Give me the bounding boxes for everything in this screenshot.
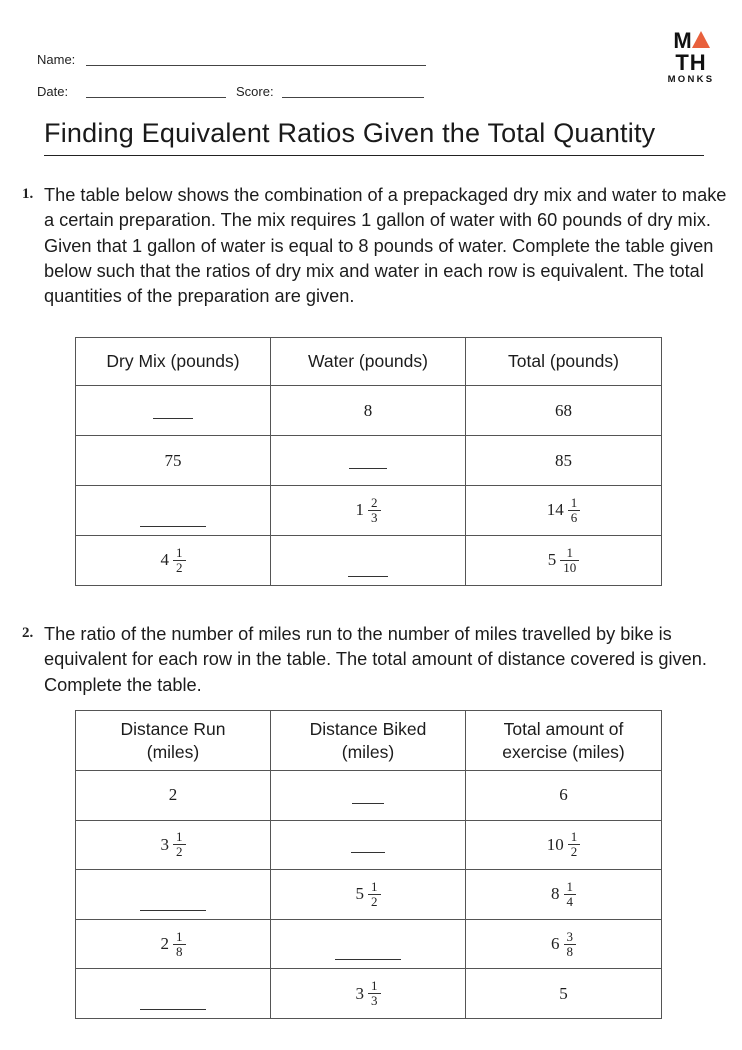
table-cell bbox=[466, 870, 662, 920]
cell-value: 8 bbox=[363, 400, 373, 420]
whole-part: 2 bbox=[160, 934, 169, 954]
table-row bbox=[76, 386, 662, 436]
fraction bbox=[568, 830, 581, 859]
table-row bbox=[76, 771, 662, 821]
score-field[interactable] bbox=[282, 97, 424, 98]
answer-blank[interactable] bbox=[140, 526, 206, 527]
table-cell[interactable] bbox=[76, 969, 271, 1019]
dry-mix-table bbox=[75, 337, 662, 586]
mixed-number bbox=[355, 878, 381, 909]
name-label: Name: bbox=[37, 52, 76, 67]
column-header: Distance Run (miles) bbox=[76, 711, 271, 771]
numerator: 1 bbox=[368, 979, 381, 994]
answer-blank[interactable] bbox=[351, 852, 385, 853]
fraction bbox=[368, 880, 381, 909]
table-cell bbox=[76, 436, 271, 486]
triangle-icon bbox=[692, 31, 710, 48]
question-1-text: The table below shows the combination of a prepackaged dry mix and water to make a certain preparation. The mix requires 1 gallon of water with 60 pounds of dry mix. Given that 1 gallon of water is equal to 8 pounds of water. Complete the table given below such that the ratios of dry mix and water in each row is equivalent. The total quantities of the preparation are given. bbox=[44, 185, 727, 307]
score-label: Score: bbox=[236, 84, 274, 99]
table-cell[interactable] bbox=[271, 919, 466, 969]
whole-part: 8 bbox=[551, 884, 560, 904]
cell-value: 75 bbox=[164, 450, 182, 470]
denominator: 6 bbox=[570, 510, 578, 525]
logo-monks: MONKS bbox=[667, 74, 715, 85]
math-monks-logo bbox=[658, 30, 724, 85]
answer-blank[interactable] bbox=[348, 576, 388, 577]
mixed-number bbox=[546, 829, 581, 860]
table-row bbox=[76, 969, 662, 1019]
table-cell bbox=[76, 820, 271, 870]
whole-part: 10 bbox=[546, 834, 564, 854]
fraction bbox=[173, 930, 186, 959]
cell-value: 5 bbox=[559, 983, 568, 1003]
table-cell bbox=[466, 536, 662, 586]
denominator: 4 bbox=[566, 893, 573, 909]
table-cell[interactable] bbox=[271, 820, 466, 870]
table-row bbox=[76, 820, 662, 870]
table-cell bbox=[76, 771, 271, 821]
answer-blank[interactable] bbox=[349, 468, 387, 469]
logo-m: M bbox=[673, 28, 693, 53]
question-2-number: 2. bbox=[22, 625, 34, 641]
table-cell bbox=[76, 536, 271, 586]
mixed-number bbox=[355, 978, 381, 1009]
cell-value: 6 bbox=[559, 785, 568, 805]
whole-part: 3 bbox=[160, 834, 169, 854]
whole-part: 6 bbox=[551, 934, 560, 954]
denominator: 3 bbox=[371, 510, 378, 525]
denominator: 8 bbox=[566, 943, 573, 959]
question-2-text: The ratio of the number of miles run to the number of miles travelled by bike is equivalent for each row in the table. The total amount of distance covered is given. Complete the table. bbox=[44, 624, 707, 695]
table-cell bbox=[271, 486, 466, 536]
column-header: Total (pounds) bbox=[466, 338, 662, 386]
whole-part: 3 bbox=[355, 983, 364, 1003]
whole-part: 5 bbox=[547, 550, 557, 570]
table-cell bbox=[466, 919, 662, 969]
fraction bbox=[564, 930, 577, 959]
table-cell[interactable] bbox=[271, 536, 466, 586]
whole-part: 5 bbox=[355, 884, 364, 904]
whole-part: 4 bbox=[160, 550, 169, 570]
mixed-number bbox=[355, 495, 381, 525]
answer-blank[interactable] bbox=[335, 959, 401, 960]
numerator: 1 bbox=[560, 546, 579, 561]
table-row bbox=[76, 536, 662, 586]
question-1-number: 1. bbox=[22, 186, 34, 202]
mixed-number bbox=[160, 829, 186, 860]
numerator: 1 bbox=[173, 830, 186, 845]
fraction bbox=[564, 880, 577, 909]
numerator: 1 bbox=[173, 930, 186, 945]
numerator: 1 bbox=[368, 880, 381, 895]
table-cell bbox=[466, 486, 662, 536]
date-field[interactable] bbox=[86, 97, 226, 98]
denominator: 2 bbox=[176, 560, 183, 575]
column-header: Water (pounds) bbox=[271, 338, 466, 386]
table-cell bbox=[466, 386, 662, 436]
table-cell[interactable] bbox=[76, 386, 271, 436]
mixed-number bbox=[160, 928, 186, 959]
cell-value: 68 bbox=[555, 400, 572, 420]
denominator: 2 bbox=[570, 844, 578, 860]
column-header: Dry Mix (pounds) bbox=[76, 338, 271, 386]
date-label: Date: bbox=[37, 84, 69, 99]
mixed-number bbox=[160, 545, 186, 575]
table-cell bbox=[271, 969, 466, 1019]
title-underline bbox=[44, 155, 704, 156]
table-cell[interactable] bbox=[271, 436, 466, 486]
numerator: 1 bbox=[173, 546, 186, 561]
cell-value: 85 bbox=[555, 450, 572, 470]
denominator: 3 bbox=[371, 993, 378, 1009]
name-field[interactable] bbox=[86, 65, 426, 66]
fraction bbox=[173, 830, 186, 859]
table-header-row bbox=[76, 711, 662, 771]
denominator: 2 bbox=[371, 893, 378, 909]
whole-part: 14 bbox=[546, 500, 564, 520]
denominator: 10 bbox=[563, 560, 577, 575]
logo-th: TH bbox=[675, 50, 707, 75]
fraction bbox=[368, 979, 381, 1008]
table-row bbox=[76, 436, 662, 486]
fraction bbox=[368, 496, 381, 525]
page-title: Finding Equivalent Ratios Given the Total Quantity bbox=[44, 118, 656, 148]
answer-blank[interactable] bbox=[352, 803, 384, 804]
table-cell bbox=[466, 969, 662, 1019]
table-row bbox=[76, 919, 662, 969]
column-header: Total amount of exercise (miles) bbox=[466, 711, 662, 771]
fraction bbox=[568, 496, 581, 525]
whole-part: 1 bbox=[355, 500, 364, 520]
table-row bbox=[76, 486, 662, 536]
numerator: 1 bbox=[568, 496, 581, 511]
table-cell[interactable] bbox=[76, 870, 271, 920]
numerator: 3 bbox=[564, 930, 577, 945]
answer-blank[interactable] bbox=[140, 1009, 206, 1010]
denominator: 2 bbox=[176, 844, 183, 860]
numerator: 1 bbox=[564, 880, 577, 895]
numerator: 2 bbox=[368, 496, 381, 511]
mixed-number bbox=[551, 878, 576, 909]
table-cell bbox=[271, 870, 466, 920]
mixed-number bbox=[547, 545, 580, 575]
table-row bbox=[76, 870, 662, 920]
cell-value: 2 bbox=[168, 785, 178, 805]
column-header: Distance Biked (miles) bbox=[271, 711, 466, 771]
table-cell bbox=[466, 771, 662, 821]
mixed-number bbox=[551, 928, 576, 959]
table-cell bbox=[76, 919, 271, 969]
table-cell bbox=[466, 820, 662, 870]
fraction bbox=[173, 546, 186, 575]
mixed-number bbox=[546, 495, 581, 525]
table-cell[interactable] bbox=[271, 771, 466, 821]
table-cell bbox=[466, 436, 662, 486]
table-cell[interactable] bbox=[76, 486, 271, 536]
answer-blank[interactable] bbox=[140, 910, 206, 911]
denominator: 8 bbox=[176, 943, 183, 959]
table-header-row bbox=[76, 338, 662, 386]
answer-blank[interactable] bbox=[153, 418, 193, 419]
fraction bbox=[560, 546, 579, 575]
table-cell bbox=[271, 386, 466, 436]
numerator: 1 bbox=[568, 830, 581, 845]
distance-table bbox=[75, 710, 662, 1019]
